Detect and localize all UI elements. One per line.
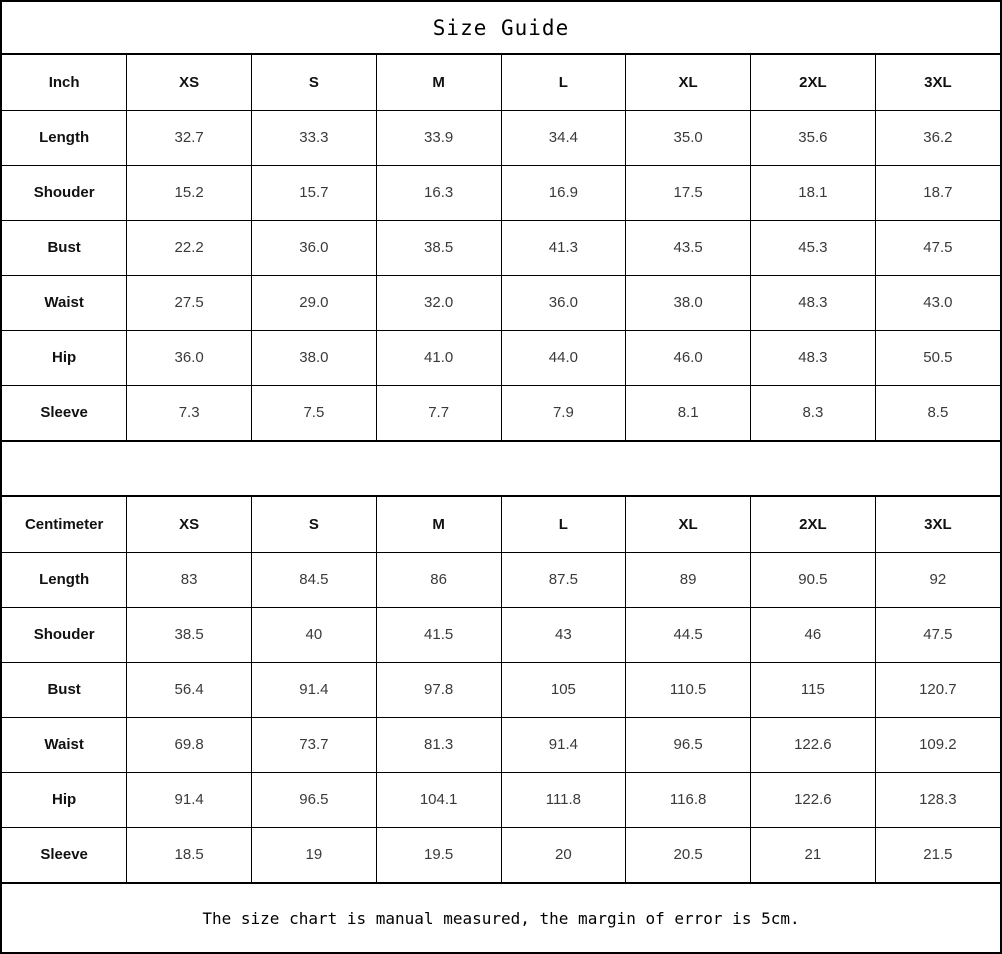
table-row — [2, 717, 1000, 772]
measure-value-cell: 19 — [252, 827, 377, 882]
size-column-header: XS — [127, 497, 252, 552]
measure-value-cell: 35.6 — [751, 110, 876, 165]
measure-value-cell: 90.5 — [751, 552, 876, 607]
measure-value-cell: 32.0 — [376, 275, 501, 330]
measure-value-cell: 32.7 — [127, 110, 252, 165]
measure-value-cell: 18.1 — [751, 165, 876, 220]
measure-value-cell: 18.5 — [127, 827, 252, 882]
table-spacer — [2, 440, 1000, 497]
measure-value-cell: 36.0 — [127, 330, 252, 385]
measure-value-cell: 17.5 — [626, 165, 751, 220]
measure-value-cell: 116.8 — [626, 772, 751, 827]
table-row — [2, 275, 1000, 330]
measure-label-cell: Sleeve — [2, 827, 127, 882]
measure-value-cell: 128.3 — [875, 772, 1000, 827]
measure-label-cell: Hip — [2, 330, 127, 385]
measure-value-cell: 16.3 — [376, 165, 501, 220]
measure-value-cell: 111.8 — [501, 772, 626, 827]
table-row — [2, 662, 1000, 717]
unit-header-cell: Centimeter — [2, 497, 127, 552]
measure-value-cell: 33.3 — [252, 110, 377, 165]
measure-value-cell: 38.5 — [376, 220, 501, 275]
measure-value-cell: 84.5 — [252, 552, 377, 607]
measure-value-cell: 96.5 — [252, 772, 377, 827]
measure-label-cell: Shouder — [2, 165, 127, 220]
table-row — [2, 827, 1000, 882]
measure-value-cell: 7.7 — [376, 385, 501, 440]
measure-value-cell: 46 — [751, 607, 876, 662]
table-row — [2, 607, 1000, 662]
header-row — [2, 497, 1000, 552]
measure-value-cell: 122.6 — [751, 772, 876, 827]
size-column-header: XS — [127, 55, 252, 110]
measure-label-cell: Length — [2, 552, 127, 607]
measure-value-cell: 110.5 — [626, 662, 751, 717]
measure-value-cell: 47.5 — [875, 220, 1000, 275]
footer-note: The size chart is manual measured, the margin of error is 5cm. — [2, 882, 1000, 952]
measure-value-cell: 21 — [751, 827, 876, 882]
measure-value-cell: 38.0 — [252, 330, 377, 385]
table-row — [2, 110, 1000, 165]
measure-label-cell: Waist — [2, 717, 127, 772]
measure-label-cell: Bust — [2, 220, 127, 275]
measure-value-cell: 109.2 — [875, 717, 1000, 772]
measure-label-cell: Sleeve — [2, 385, 127, 440]
measure-value-cell: 87.5 — [501, 552, 626, 607]
measure-value-cell: 8.5 — [875, 385, 1000, 440]
measure-value-cell: 44.5 — [626, 607, 751, 662]
size-column-header: 2XL — [751, 55, 876, 110]
measure-value-cell: 15.7 — [252, 165, 377, 220]
measure-value-cell: 115 — [751, 662, 876, 717]
size-column-header: L — [501, 497, 626, 552]
measure-value-cell: 97.8 — [376, 662, 501, 717]
measure-value-cell: 8.1 — [626, 385, 751, 440]
measure-value-cell: 43.0 — [875, 275, 1000, 330]
measure-value-cell: 48.3 — [751, 275, 876, 330]
measure-value-cell: 41.0 — [376, 330, 501, 385]
size-column-header: S — [252, 497, 377, 552]
header-row — [2, 55, 1000, 110]
measure-value-cell: 43 — [501, 607, 626, 662]
inch-size-table — [2, 55, 1000, 440]
measure-value-cell: 20 — [501, 827, 626, 882]
measure-value-cell: 36.0 — [501, 275, 626, 330]
measure-value-cell: 43.5 — [626, 220, 751, 275]
measure-value-cell: 38.5 — [127, 607, 252, 662]
measure-value-cell: 18.7 — [875, 165, 1000, 220]
measure-value-cell: 56.4 — [127, 662, 252, 717]
measure-label-cell: Waist — [2, 275, 127, 330]
size-column-header: 2XL — [751, 497, 876, 552]
page-title: Size Guide — [2, 2, 1000, 55]
centimeter-size-table — [2, 497, 1000, 882]
table-row — [2, 330, 1000, 385]
size-column-header: XL — [626, 497, 751, 552]
measure-value-cell: 86 — [376, 552, 501, 607]
measure-value-cell: 105 — [501, 662, 626, 717]
size-column-header: XL — [626, 55, 751, 110]
size-column-header: S — [252, 55, 377, 110]
measure-label-cell: Bust — [2, 662, 127, 717]
measure-value-cell: 22.2 — [127, 220, 252, 275]
measure-value-cell: 35.0 — [626, 110, 751, 165]
measure-value-cell: 83 — [127, 552, 252, 607]
measure-value-cell: 48.3 — [751, 330, 876, 385]
table-row — [2, 772, 1000, 827]
measure-value-cell: 91.4 — [127, 772, 252, 827]
measure-value-cell: 44.0 — [501, 330, 626, 385]
measure-value-cell: 50.5 — [875, 330, 1000, 385]
measure-value-cell: 96.5 — [626, 717, 751, 772]
size-column-header: 3XL — [875, 55, 1000, 110]
measure-value-cell: 46.0 — [626, 330, 751, 385]
size-column-header: L — [501, 55, 626, 110]
size-column-header: 3XL — [875, 497, 1000, 552]
measure-value-cell: 8.3 — [751, 385, 876, 440]
measure-value-cell: 21.5 — [875, 827, 1000, 882]
measure-value-cell: 20.5 — [626, 827, 751, 882]
measure-value-cell: 19.5 — [376, 827, 501, 882]
measure-value-cell: 7.3 — [127, 385, 252, 440]
measure-value-cell: 45.3 — [751, 220, 876, 275]
measure-value-cell: 33.9 — [376, 110, 501, 165]
measure-value-cell: 36.2 — [875, 110, 1000, 165]
measure-value-cell: 16.9 — [501, 165, 626, 220]
measure-value-cell: 38.0 — [626, 275, 751, 330]
unit-header-cell: Inch — [2, 55, 127, 110]
measure-value-cell: 29.0 — [252, 275, 377, 330]
measure-label-cell: Shouder — [2, 607, 127, 662]
table-row — [2, 385, 1000, 440]
table-row — [2, 165, 1000, 220]
measure-value-cell: 120.7 — [875, 662, 1000, 717]
measure-value-cell: 91.4 — [501, 717, 626, 772]
measure-value-cell: 73.7 — [252, 717, 377, 772]
measure-value-cell: 27.5 — [127, 275, 252, 330]
measure-value-cell: 34.4 — [501, 110, 626, 165]
measure-label-cell: Hip — [2, 772, 127, 827]
measure-value-cell: 81.3 — [376, 717, 501, 772]
measure-value-cell: 92 — [875, 552, 1000, 607]
size-column-header: M — [376, 55, 501, 110]
measure-value-cell: 47.5 — [875, 607, 1000, 662]
size-column-header: M — [376, 497, 501, 552]
measure-value-cell: 122.6 — [751, 717, 876, 772]
measure-value-cell: 40 — [252, 607, 377, 662]
table-row — [2, 552, 1000, 607]
measure-value-cell: 15.2 — [127, 165, 252, 220]
measure-value-cell: 69.8 — [127, 717, 252, 772]
measure-value-cell: 7.5 — [252, 385, 377, 440]
table-row — [2, 220, 1000, 275]
measure-label-cell: Length — [2, 110, 127, 165]
measure-value-cell: 104.1 — [376, 772, 501, 827]
measure-value-cell: 41.3 — [501, 220, 626, 275]
measure-value-cell: 91.4 — [252, 662, 377, 717]
measure-value-cell: 36.0 — [252, 220, 377, 275]
measure-value-cell: 41.5 — [376, 607, 501, 662]
measure-value-cell: 7.9 — [501, 385, 626, 440]
measure-value-cell: 89 — [626, 552, 751, 607]
